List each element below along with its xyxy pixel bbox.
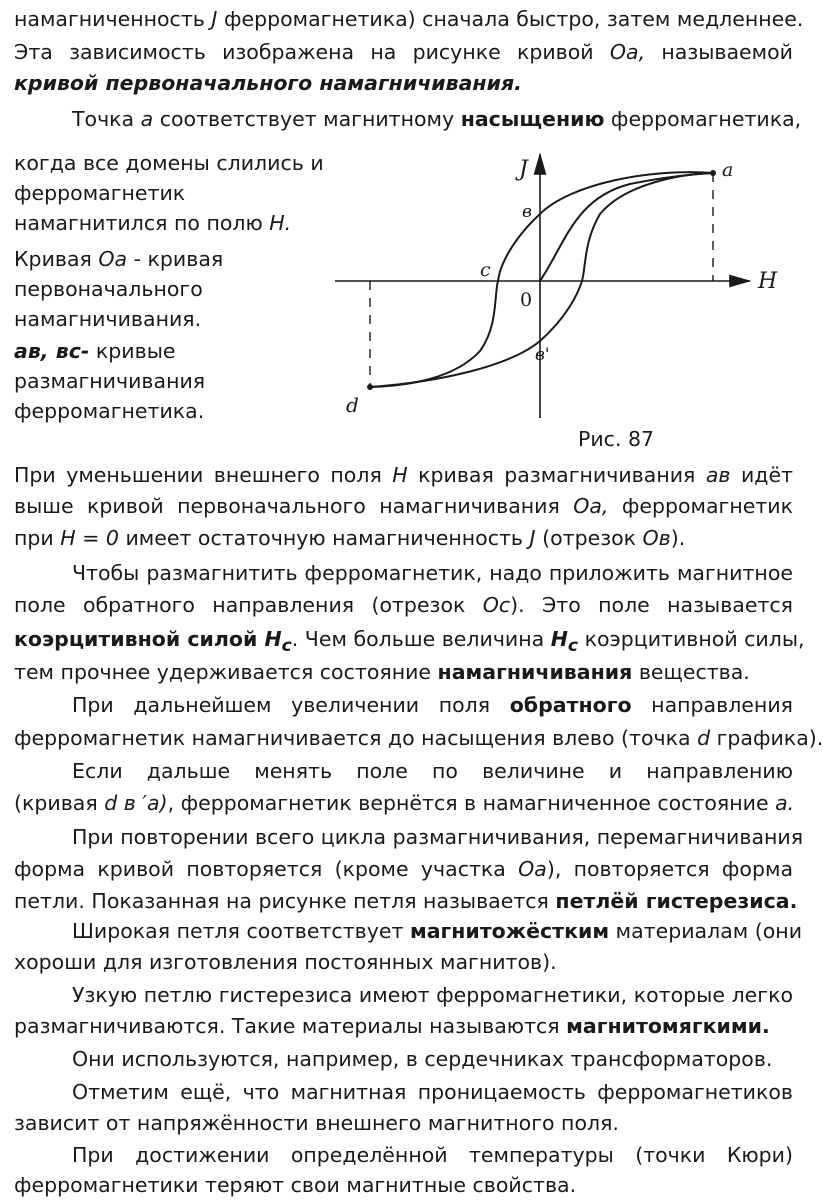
text-line: При уменьшении внешнего поля H кривая размагничивания ав идёт [14,463,793,487]
text-line: зависит от напряжённости внешнего магнитного поля. [14,1111,619,1135]
side-text-line: ферромагнетика. [14,399,205,423]
point-a-marker [710,170,716,176]
text-line: Эта зависимость изображена на рисунке кривой Оа, называемой [14,40,793,64]
label-h: H [758,269,778,294]
text-line: При достижении определённой температуры (точки Кюри) [72,1143,793,1167]
figure-caption: Рис. 87 [578,427,655,451]
text-line: ферромагнетик намагничивается до насыщения влево (точка d графика). [14,726,823,750]
text-line: При дальнейшем увеличении поля обратного направления [72,693,793,717]
text-line: коэрцитивной силой $Н_c$. Чем больше величина $Н_c$ коэрцитивной силы, [14,627,805,657]
text-line: поле обратного направления (отрезок Ос). Это поле называется [14,593,793,617]
label-j: J [519,157,528,182]
label-b-prime: в' [535,345,550,365]
hysteresis-loop-figure [330,146,800,426]
text-line: Чтобы размагнитить ферромагнетик, надо приложить магнитное [72,561,793,585]
label-b: в [522,202,532,222]
text-line: Точка а соответствует магнитному насыщению ферромагнетика, [72,107,802,131]
text-line: размагничиваются. Такие материалы называются магнитомягкими. [14,1014,770,1038]
side-text-line: размагничивания [14,369,206,393]
text-line: намагниченность J ферромагнетика) сначала быстро, затем медленнее. [14,7,804,31]
text-line: петли. Показанная на рисунке петля называется петлёй гистерезиса. [14,889,798,913]
side-text-line: намагнитился по полю H. [14,211,292,235]
text-line: При повторении всего цикла размагничивания, перемагничивания [72,825,804,849]
term-first-magnetization: кривой первоначального намагничивания. [14,71,522,95]
text-line: выше кривой первоначального намагничивания Оа, ферромагнетик [14,494,793,518]
side-text-line: когда все домены слились и [14,151,324,175]
text-line: форма кривой повторяется (кроме участка Оа), повторяется форма [14,857,794,881]
text-line: Отметим ещё, что магнитная проницаемость ферромагнетиков [72,1080,793,1104]
text-line: Узкую петлю гистерезиса имеют ферромагнетики, которые легко [72,983,793,1007]
text-line: Широкая петля соответствует магнитожёстким материалам (они [72,919,803,943]
label-origin: 0 [520,289,533,311]
label-c: c [480,259,491,281]
label-a: a [722,159,734,181]
side-text-line: намагничивания. [14,307,202,331]
point-d-marker [367,384,373,390]
text-line: хороши для изготовления постоянных магнитов). [14,950,557,974]
text-line: тем прочнее удерживается состояние намагничивания вещества. [14,660,750,684]
text-line: при Н = 0 имеет остаточную намагниченность J (отрезок Ов). [14,526,686,550]
text-line: ферромагнетики теряют свои магнитные свойства. [14,1173,577,1197]
side-text-line: ферромагнетик [14,181,186,205]
side-text-line: Кривая Оа - кривая [14,247,224,271]
text-line: (кривая d в ′а), ферромагнетик вернётся в намагниченное состояние а. [14,791,795,815]
initial-magnetization-curve [540,173,713,281]
side-text-line: первоначального [14,277,203,301]
label-d: d [346,393,359,417]
side-text-line: ав, вс- кривые [14,339,176,363]
text-line: Если дальше менять поле по величине и направлению [72,759,793,783]
text-line: Они используются, например, в сердечниках трансформаторов. [72,1047,773,1071]
